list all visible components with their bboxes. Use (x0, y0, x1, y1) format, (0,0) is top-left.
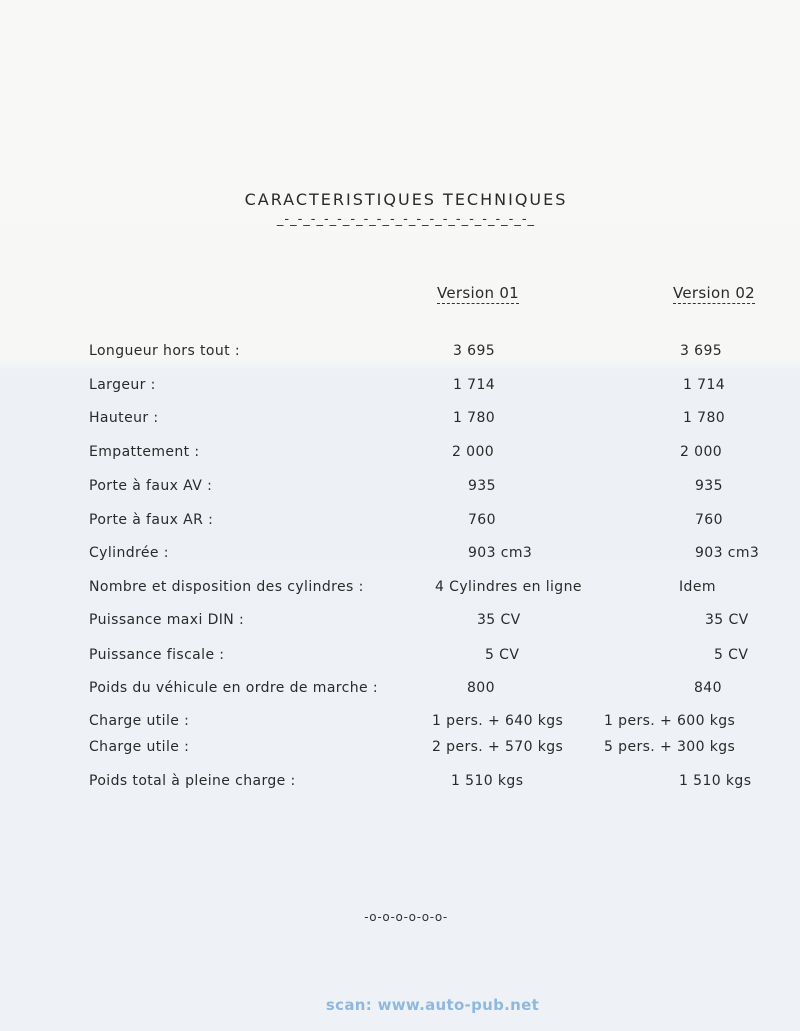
spec-label: Nombre et disposition des cylindres : (89, 579, 364, 595)
spec-value-v2: 840 (694, 680, 722, 696)
spec-value-v1: 35 CV (477, 612, 521, 628)
spec-value-v2: 760 (695, 512, 723, 528)
spec-value-v1: 1 pers. + 640 kgs (432, 713, 564, 729)
spec-value-v1: 935 (468, 478, 496, 494)
spec-row-payload-2 (0, 739, 800, 759)
spec-row-front-overhang (0, 478, 800, 498)
spec-label: Cylindrée : (89, 545, 169, 561)
spec-row-gross-weight (0, 773, 800, 793)
spec-value-v1: 2 000 (452, 444, 495, 460)
spec-row-rear-overhang (0, 512, 800, 532)
spec-value-v1: 1 714 (453, 377, 496, 393)
spec-value-v1: 1 510 kgs (451, 773, 524, 789)
spec-row-fiscal-power (0, 647, 800, 667)
spec-label: Puissance maxi DIN : (89, 612, 245, 628)
spec-value-v2: 5 CV (714, 647, 749, 663)
spec-value-v2: 35 CV (705, 612, 749, 628)
spec-value-v1: 800 (467, 680, 495, 696)
spec-label: Poids total à pleine charge : (89, 773, 296, 789)
spec-value-v1: 3 695 (453, 343, 496, 359)
spec-value-v2: 5 pers. + 300 kgs (604, 739, 736, 755)
spec-value-v2: 1 510 kgs (679, 773, 752, 789)
spec-value-v2: 2 000 (680, 444, 723, 460)
spec-row-width (0, 377, 800, 397)
spec-label: Charge utile : (89, 713, 190, 729)
document-title: CARACTERISTIQUES TECHNIQUES (244, 190, 568, 209)
spec-row-height (0, 410, 800, 430)
spec-label: Porte à faux AV : (89, 478, 213, 494)
spec-row-cylinders (0, 579, 800, 599)
spec-value-v2: 903 cm3 (695, 545, 760, 561)
spec-value-v1: 4 Cylindres en ligne (435, 579, 582, 595)
spec-row-payload-1 (0, 713, 800, 733)
title-underline: _-_-_-_-_-_-_-_-_-_-_-_-_-_-_-_-_-_-_-_ (276, 212, 536, 227)
spec-label: Porte à faux AR : (89, 512, 214, 528)
spec-value-v2: 3 695 (680, 343, 723, 359)
spec-row-length (0, 343, 800, 363)
spec-label: Hauteur : (89, 410, 159, 426)
spec-label: Empattement : (89, 444, 200, 460)
spec-value-v1: 903 cm3 (468, 545, 533, 561)
spec-label: Largeur : (89, 377, 156, 393)
spec-label: Poids du véhicule en ordre de marche : (89, 680, 378, 696)
spec-row-curb-weight (0, 680, 800, 700)
spec-value-v1: 2 pers. + 570 kgs (432, 739, 564, 755)
spec-value-v2: Idem (679, 579, 716, 595)
spec-row-wheelbase (0, 444, 800, 464)
spec-row-din-power (0, 612, 800, 632)
spec-value-v2: 935 (695, 478, 723, 494)
column-header-version-01: Version 01 (437, 284, 520, 302)
spec-value-v2: 1 780 (683, 410, 726, 426)
spec-value-v1: 1 780 (453, 410, 496, 426)
spec-row-displacement (0, 545, 800, 565)
end-ornament: -o-o-o-o-o-o- (364, 910, 448, 924)
spec-value-v1: 5 CV (485, 647, 520, 663)
spec-value-v2: 1 714 (683, 377, 726, 393)
scan-credit: scan: www.auto-pub.net (325, 996, 540, 1014)
spec-label: Puissance fiscale : (89, 647, 225, 663)
spec-value-v2: 1 pers. + 600 kgs (604, 713, 736, 729)
spec-value-v1: 760 (468, 512, 496, 528)
spec-label: Charge utile : (89, 739, 190, 755)
column-header-version-02: Version 02 (673, 284, 756, 302)
spec-label: Longueur hors tout : (89, 343, 240, 359)
